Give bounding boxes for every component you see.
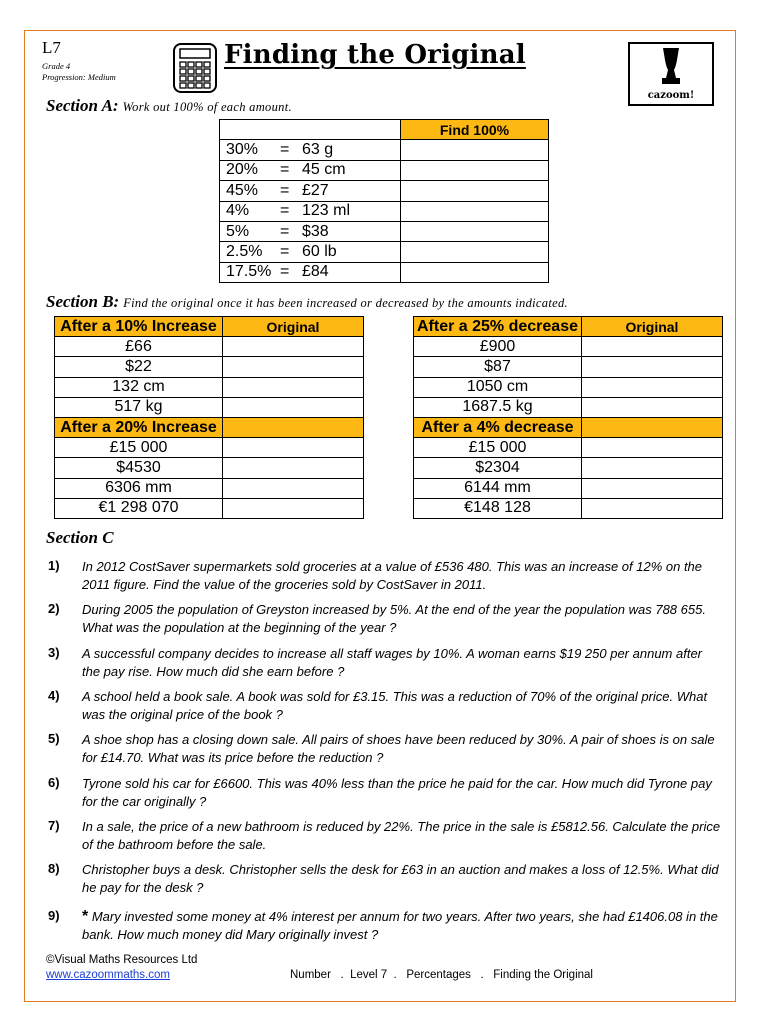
answer-cell[interactable] [223, 438, 364, 458]
answer-cell[interactable] [582, 498, 723, 518]
given-value: 1687.5 kg [414, 397, 582, 417]
logo-text: cazoom! [647, 90, 695, 101]
given-value: $2304 [414, 458, 582, 478]
table-row [414, 357, 723, 377]
section-a-table [219, 119, 549, 283]
table-row [220, 160, 549, 180]
find-100-header: Find 100% [401, 120, 549, 140]
answer-cell[interactable] [223, 397, 364, 417]
table-row [220, 201, 549, 221]
table-row [55, 397, 364, 417]
equals-sign: = [280, 181, 290, 199]
given-value: 1050 cm [414, 377, 582, 397]
question-number: 8) [48, 861, 60, 876]
answer-cell[interactable] [401, 140, 549, 160]
amount-value: 45 cm [302, 161, 346, 179]
question-number: 3) [48, 645, 60, 660]
increase-20-header: After a 20% Increase [55, 417, 223, 437]
given-value: £66 [55, 337, 223, 357]
answer-cell[interactable] [401, 242, 549, 262]
table-row [220, 221, 549, 241]
answer-cell[interactable] [582, 478, 723, 498]
question-number: 9) [48, 908, 60, 923]
percent-value: 30% [226, 141, 259, 159]
given-value: $4530 [55, 458, 223, 478]
answer-cell[interactable] [582, 337, 723, 357]
amount-value: £27 [302, 181, 329, 199]
table-row [55, 458, 364, 478]
section-c-heading [46, 528, 114, 548]
progression-label: Progression: Medium [42, 72, 116, 82]
equals-sign: = [280, 243, 290, 261]
grade-info [42, 61, 116, 83]
section-a-title: Section A: [46, 96, 119, 115]
equals-sign: = [280, 263, 290, 281]
given-value: 517 kg [55, 397, 223, 417]
increase-table [54, 316, 364, 519]
given-value: £15 000 [55, 438, 223, 458]
question-text: A school held a book sale. A book was sold for £3.15. This was a reduction of 70% of the original price. What was the original price of the book ? [82, 689, 708, 722]
question-number: 7) [48, 818, 60, 833]
percent-value: 17.5% [226, 263, 272, 281]
question-number: 1) [48, 558, 60, 573]
decrease-4-header: After a 4% decrease [414, 417, 582, 437]
table-row [220, 242, 549, 262]
table-row [55, 357, 364, 377]
question-text: In 2012 CostSaver supermarkets sold groceries at a value of £536 480. This was an increase of 12% on the 2011 figure. Find the value of the groceries sold by CostSaver in 2011. [82, 559, 703, 592]
equals-sign: = [280, 161, 290, 179]
given-value: $22 [55, 357, 223, 377]
answer-cell[interactable] [582, 377, 723, 397]
percent-value: 4% [226, 202, 250, 220]
question-body: Mary invested some money at 4% interest per annum for two years. After two years, she had £1406.08 in the bank. How much money did Mary originally invest ? [82, 909, 718, 942]
question-number: 4) [48, 688, 60, 703]
answer-cell[interactable] [223, 498, 364, 518]
table-row [414, 397, 723, 417]
challenge-star-icon: * [82, 908, 89, 925]
grade-label: Grade 4 [42, 61, 71, 71]
percent-value: 20% [226, 161, 259, 179]
table-row [414, 458, 723, 478]
section-b-title: Section B: [46, 292, 120, 311]
question-text: Christopher buys a desk. Christopher sells the desk for £63 in an auction and makes a loss of 12.5%. What did he pay for the desk ? [82, 862, 719, 895]
amount-value: £84 [302, 263, 329, 281]
table-row [55, 478, 364, 498]
given-value: 6144 mm [414, 478, 582, 498]
question-number: 5) [48, 731, 60, 746]
given-value: €1 298 070 [55, 498, 223, 518]
question-text: A successful company decides to increase all staff wages by 10%. A woman earns $19 250 per annum after the pay rise. How much did she earn before ? [82, 646, 703, 679]
percent-value: 5% [226, 222, 250, 240]
given-value: 132 cm [55, 377, 223, 397]
question-text: A shoe shop has a closing down sale. All pairs of shoes have been reduced by 30%. A pair of shoes is on sale for £14.70. What was its price before the reduction ? [82, 732, 715, 765]
answer-cell[interactable] [223, 377, 364, 397]
given-value: €148 128 [414, 498, 582, 518]
answer-cell[interactable] [223, 357, 364, 377]
calculator-icon [172, 42, 218, 94]
table-row [414, 478, 723, 498]
equals-sign: = [280, 202, 290, 220]
table-row [55, 438, 364, 458]
answer-cell[interactable] [582, 458, 723, 478]
answer-cell[interactable] [401, 221, 549, 241]
original-header: Original [582, 317, 723, 337]
percent-value: 2.5% [226, 243, 263, 261]
table-row [220, 262, 549, 282]
section-a-blank-header [220, 120, 401, 140]
footer-breadcrumb: Number . Level 7 . Percentages . Finding the Original [290, 969, 593, 981]
answer-cell[interactable] [582, 438, 723, 458]
question-text: During 2005 the population of Greyston increased by 5%. At the end of the year the population was 788 655. What was the population at the beginning of the year ? [82, 602, 706, 635]
section-a-heading [46, 96, 292, 116]
question-text: In a sale, the price of a new bathroom is reduced by 22%. The price in the sale is £5812.56. Calculate the price of the bathroom before the sale. [82, 819, 721, 852]
amount-value: 123 ml [302, 202, 351, 220]
answer-cell[interactable] [223, 337, 364, 357]
cazoom-logo [628, 42, 714, 106]
decrease-table [413, 316, 723, 519]
section-a-instruction: Work out 100% of each amount. [122, 100, 292, 114]
blank-header-cell [582, 417, 723, 437]
question-number: 6) [48, 775, 60, 790]
equals-sign: = [280, 141, 290, 159]
answer-cell[interactable] [223, 478, 364, 498]
table-row [55, 337, 364, 357]
answer-cell[interactable] [401, 160, 549, 180]
answer-cell[interactable] [223, 458, 364, 478]
answer-cell[interactable] [582, 397, 723, 417]
amount-value: 63 g [302, 141, 334, 159]
table-row [55, 498, 364, 518]
given-value: £15 000 [414, 438, 582, 458]
given-value: $87 [414, 357, 582, 377]
section-c-title: Section C [46, 528, 114, 547]
question-number: 2) [48, 601, 60, 616]
blank-header-cell [223, 417, 364, 437]
table-row [220, 181, 549, 201]
table-row [414, 498, 723, 518]
page-title: Finding the Original [224, 40, 526, 70]
percent-value: 45% [226, 181, 259, 199]
section-b-heading [46, 292, 568, 312]
original-header: Original [223, 317, 364, 337]
decrease-25-header: After a 25% decrease [414, 317, 582, 337]
table-row [220, 140, 549, 160]
section-b-instruction: Find the original once it has been increased or decreased by the amounts indicated. [123, 296, 568, 310]
copyright-text: ©Visual Maths Resources Ltd [46, 954, 198, 966]
equals-sign: = [280, 222, 290, 240]
answer-cell[interactable] [401, 262, 549, 282]
website-link[interactable]: www.cazoommaths.com [46, 969, 170, 981]
pawn-logo-icon [628, 42, 714, 90]
table-row [414, 438, 723, 458]
table-row [55, 377, 364, 397]
answer-cell[interactable] [582, 357, 723, 377]
answer-cell[interactable] [401, 181, 549, 201]
level-label: L7 [42, 38, 61, 57]
increase-10-header: After a 10% Increase [55, 317, 223, 337]
given-value: 6306 mm [55, 478, 223, 498]
question-text [82, 908, 722, 944]
question-text: Tyrone sold his car for £6600. This was 40% less than the price he paid for the car. How much did Tyrone pay for the car originally ? [82, 776, 712, 809]
amount-value: $38 [302, 222, 329, 240]
table-row [414, 377, 723, 397]
amount-value: 60 lb [302, 243, 337, 261]
given-value: £900 [414, 337, 582, 357]
table-row [414, 337, 723, 357]
answer-cell[interactable] [401, 201, 549, 221]
